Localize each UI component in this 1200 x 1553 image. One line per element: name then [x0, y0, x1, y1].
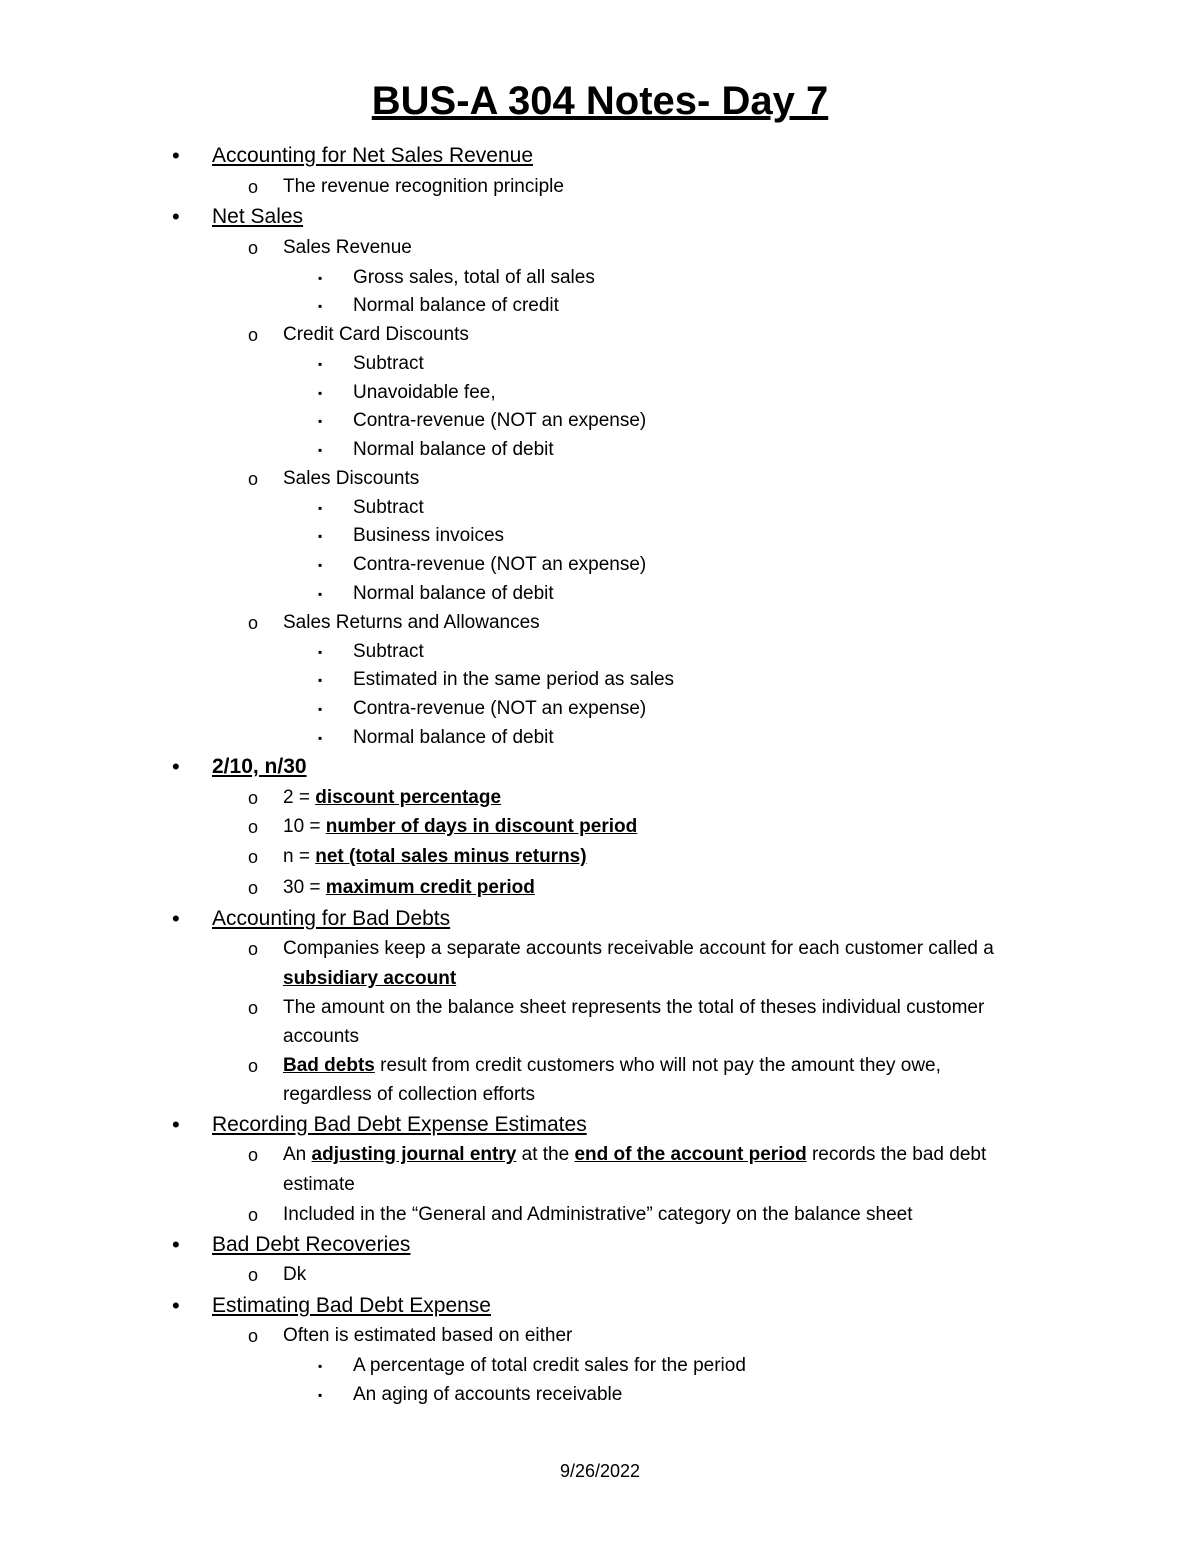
- outline-subitem: [353, 265, 595, 291]
- line-text: 2 =: [283, 787, 316, 808]
- page-title: BUS-A 304 Notes- Day 7: [371, 79, 829, 123]
- bullet-level-2: o: [248, 788, 259, 808]
- outline-subitem: [353, 581, 554, 607]
- bullet-level-3: ▪: [318, 299, 323, 313]
- outline-item: [283, 466, 419, 492]
- line-text: Contra-revenue (NOT an expense): [353, 554, 647, 575]
- bullet-level-2: o: [248, 177, 259, 197]
- bullet-level-1: •: [172, 1293, 180, 1318]
- outline-subitem: [353, 408, 646, 434]
- line-text: Normal balance of debit: [353, 439, 554, 460]
- line-text: The amount on the balance sheet represents the total of theses individual customer: [283, 997, 985, 1018]
- bullet-level-3: ▪: [318, 587, 323, 601]
- line-text: Companies keep a separate accounts receivable account for each customer called a: [283, 938, 994, 959]
- line-text: Contra-revenue (NOT an expense): [353, 410, 647, 431]
- outline-item-continued: [283, 1172, 355, 1198]
- line-text: Unavoidable fee,: [353, 382, 496, 403]
- bullet-level-2: o: [248, 1205, 259, 1225]
- bullet-level-1: •: [172, 143, 180, 168]
- emphasis-text: Bad Debt Recoveries: [212, 1233, 411, 1256]
- bullet-level-3: ▪: [318, 673, 323, 687]
- outline-subitem: [353, 380, 496, 406]
- line-text: n =: [283, 846, 316, 867]
- bullet-level-1: •: [172, 1232, 180, 1257]
- bullet-level-2: o: [248, 325, 259, 345]
- bullet-level-3: ▪: [318, 529, 323, 543]
- bullet-level-3: ▪: [318, 414, 323, 428]
- bullet-level-3: ▪: [318, 386, 323, 400]
- outline-item: [283, 785, 501, 811]
- emphasis-text: Estimating Bad Debt Expense: [212, 1294, 491, 1317]
- line-text: Estimated in the same period as sales: [353, 669, 675, 690]
- emphasis-text: end of the account period: [574, 1144, 807, 1165]
- emphasis-text: adjusting journal entry: [311, 1144, 517, 1165]
- line-text: Normal balance of credit: [353, 295, 559, 316]
- bullet-level-2: o: [248, 1056, 259, 1076]
- line-text: Subtract: [353, 641, 424, 662]
- line-text: 30 =: [283, 877, 326, 898]
- emphasis-text: subsidiary account: [283, 968, 457, 989]
- bullet-level-2: o: [248, 847, 259, 867]
- bullet-level-2: o: [248, 1326, 259, 1346]
- emphasis-text: maximum credit period: [325, 877, 535, 898]
- line-text: An: [283, 1144, 312, 1165]
- emphasis-text: net (total sales minus returns): [315, 846, 587, 867]
- outline-subitem: [353, 552, 646, 578]
- emphasis-text: Accounting for Net Sales Revenue: [212, 144, 534, 167]
- bullet-level-3: ▪: [318, 443, 323, 457]
- line-text: The revenue recognition principle: [283, 176, 564, 197]
- line-text: Normal balance of debit: [353, 727, 554, 748]
- bullet-level-3: ▪: [318, 558, 323, 572]
- bullet-level-1: •: [172, 204, 180, 229]
- line-text: Gross sales, total of all sales: [353, 267, 595, 288]
- outline-item: [283, 1053, 941, 1079]
- bullet-level-3: ▪: [318, 702, 323, 716]
- line-text: at the: [516, 1144, 575, 1165]
- bullet-level-2: o: [248, 613, 259, 633]
- footer-date: 9/26/2022: [559, 1461, 641, 1481]
- outline-item: [283, 814, 637, 840]
- bullet-level-2: o: [248, 1145, 259, 1165]
- emphasis-text: number of days in discount period: [325, 816, 638, 837]
- outline-subitem: [353, 639, 424, 665]
- outline-subitem: [353, 495, 424, 521]
- outline-item: [283, 610, 540, 636]
- line-text: 10 =: [283, 816, 326, 837]
- outline-subitem: [353, 1353, 746, 1379]
- bullet-level-2: o: [248, 1265, 259, 1285]
- line-text: accounts: [283, 1026, 360, 1047]
- outline-subitem: [353, 351, 424, 377]
- outline-item-continued: [283, 1024, 359, 1050]
- outline-item: [283, 174, 564, 200]
- bullet-level-2: o: [248, 878, 259, 898]
- line-text: Sales Discounts: [283, 468, 420, 489]
- outline-heading: [212, 143, 533, 169]
- line-text: Dk: [283, 1264, 307, 1285]
- bullet-level-1: •: [172, 1112, 180, 1137]
- line-text: Business invoices: [353, 525, 505, 546]
- bullet-level-3: ▪: [318, 731, 323, 745]
- line-text: result from credit customers who will not pay the amount they owe,: [374, 1055, 941, 1076]
- bullet-level-3: ▪: [318, 357, 323, 371]
- outline-item: [283, 875, 535, 901]
- outline-item: [283, 1202, 913, 1228]
- line-text: Normal balance of debit: [353, 583, 554, 604]
- outline-subitem: [353, 725, 554, 751]
- outline-item-continued: [283, 1082, 535, 1108]
- outline-subitem: [353, 667, 674, 693]
- emphasis-text: 2/10, n/30: [212, 755, 307, 778]
- outline-item-continued: [283, 966, 456, 992]
- outline-heading: [212, 1293, 491, 1319]
- bullet-level-3: ▪: [318, 271, 323, 285]
- emphasis-text: Bad debts: [283, 1055, 375, 1076]
- emphasis-text: Accounting for Bad Debts: [212, 907, 451, 930]
- outline-subitem: [353, 523, 504, 549]
- bullet-level-3: ▪: [318, 501, 323, 515]
- outline-subitem: [353, 1382, 622, 1408]
- outline-heading: [212, 1112, 587, 1138]
- line-text: estimate: [283, 1174, 355, 1195]
- line-text: Sales Returns and Allowances: [283, 612, 540, 633]
- bullet-level-2: o: [248, 939, 259, 959]
- outline-subitem: [353, 696, 646, 722]
- outline-item: [283, 936, 994, 962]
- outline-item: [283, 995, 984, 1021]
- outline-item: [283, 235, 412, 261]
- outline-subitem: [353, 437, 554, 463]
- outline-heading: [212, 754, 307, 780]
- bullet-level-2: o: [248, 469, 259, 489]
- line-text: Subtract: [353, 497, 424, 518]
- outline-item: [283, 1262, 306, 1288]
- line-text: A percentage of total credit sales for the period: [353, 1355, 746, 1376]
- outline-item: [283, 1142, 986, 1168]
- bullet-level-2: o: [248, 238, 259, 258]
- bullet-level-1: •: [172, 906, 180, 931]
- outline-item: [283, 1323, 572, 1349]
- outline-item: [283, 322, 469, 348]
- bullet-level-1: •: [172, 754, 180, 779]
- bullet-level-2: o: [248, 817, 259, 837]
- emphasis-text: Recording Bad Debt Expense Estimates: [212, 1113, 587, 1136]
- bullet-level-3: ▪: [318, 1388, 323, 1402]
- emphasis-text: discount percentage: [315, 787, 502, 808]
- line-text: Contra-revenue (NOT an expense): [353, 698, 647, 719]
- emphasis-text: Net Sales: [212, 205, 304, 228]
- line-text: regardless of collection efforts: [283, 1084, 536, 1105]
- bullet-level-3: ▪: [318, 645, 323, 659]
- outline-heading: [212, 906, 450, 932]
- line-text: Included in the “General and Administrative” category on the balance sheet: [283, 1204, 913, 1225]
- bullet-level-3: ▪: [318, 1359, 323, 1373]
- line-text: Credit Card Discounts: [283, 324, 469, 345]
- outline-subitem: [353, 293, 559, 319]
- bullet-level-2: o: [248, 998, 259, 1018]
- line-text: Subtract: [353, 353, 424, 374]
- line-text: An aging of accounts receivable: [353, 1384, 623, 1405]
- line-text: records the bad debt: [806, 1144, 987, 1165]
- outline-heading: [212, 204, 303, 230]
- line-text: Sales Revenue: [283, 237, 412, 258]
- outline-item: [283, 844, 587, 870]
- line-text: Often is estimated based on either: [283, 1325, 573, 1346]
- outline-heading: [212, 1232, 410, 1258]
